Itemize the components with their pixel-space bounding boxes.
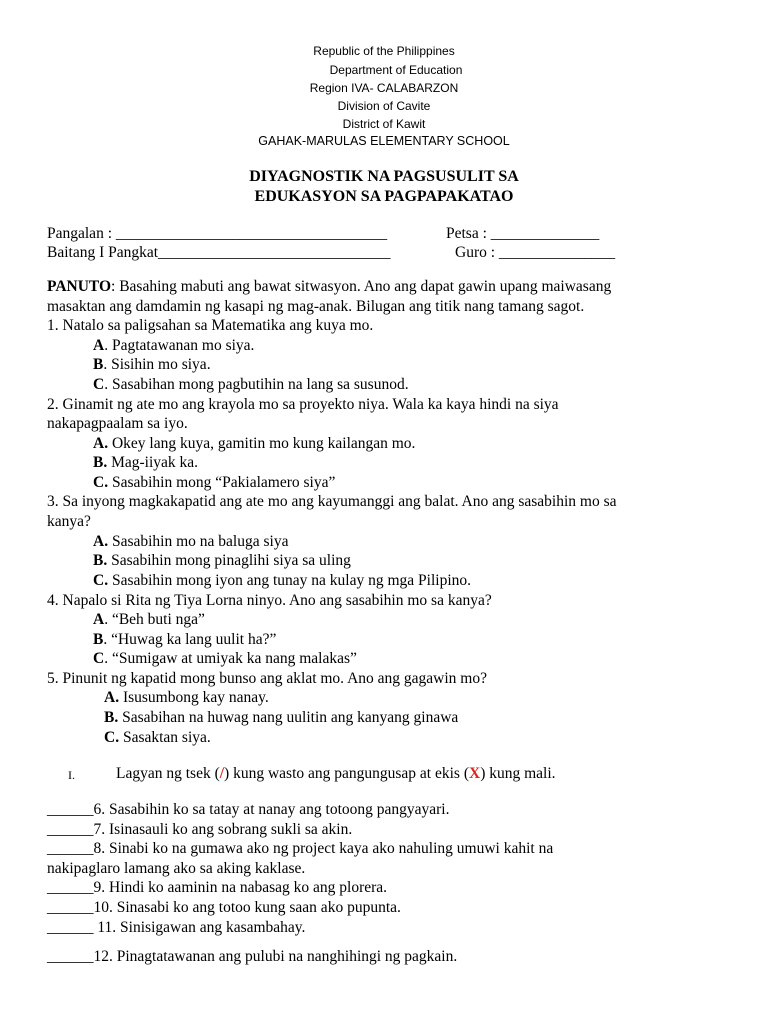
question-2-line2: nakapagpaalam sa iyo. (47, 415, 188, 432)
choice-3b: B. Sasabihin mong pinaglihi siya sa uling (93, 552, 351, 569)
choice-1c: C. Sasabihan mong pagbutihin na lang sa susunod. (93, 376, 409, 393)
header-line-district: District of Kawit (342, 117, 426, 131)
item-8-line1: ______8. Sinabi ko na gumawa ako ng project kaya ako nahuling umuwi kahit na (47, 840, 554, 857)
question-2-line1: 2. Ginamit ng ate mo ang krayola mo sa proyekto niya. Wala ka kaya hindi na siya (47, 396, 559, 413)
section-instruction: Lagyan ng tsek (/) kung wasto ang pangungusap at ekis (X) kung mali. (116, 765, 556, 782)
choice-2a: A. Okey lang kuya, gamitin mo kung kailangan mo. (93, 435, 416, 452)
exam-title-line2: EDUKASYON SA PAGPAPAKATAO (254, 188, 514, 205)
school-name: GAHAK-MARULAS ELEMENTARY SCHOOL (258, 134, 510, 148)
item-8-line2: nakipaglaro lamang ako sa aking kaklase. (47, 860, 306, 877)
directions-line1 (47, 277, 611, 297)
section-numeral: I. (68, 768, 75, 782)
item-7: ______7. Isinasauli ko ang sobrang sukli sa akin. (47, 821, 353, 838)
grade-section-field-label: Baitang I Pangkat______________________________ (47, 244, 391, 261)
choice-3a: A. Sasabihin mo na baluga siya (93, 533, 289, 550)
choice-2b: B. Mag-iiyak ka. (93, 454, 199, 471)
choice-1a: A. Pagtatawanan mo siya. (93, 337, 255, 354)
header-line-deped: Department of Education (329, 63, 463, 77)
question-3-line2: kanya? (47, 513, 91, 530)
date-field-label: Petsa : ______________ (446, 225, 600, 242)
choice-4c: C. “Sumigaw at umiyak ka nang malakas” (93, 650, 357, 667)
teacher-field-label: Guro : _______________ (455, 244, 616, 261)
choice-4b: B. “Huwag ka lang uulit ha?” (93, 631, 277, 648)
choice-5a: A. Isusumbong kay nanay. (104, 689, 269, 706)
question-3-line1: 3. Sa inyong magkakapatid ang ate mo ang kayumanggi ang balat. Ano ang sasabihin mo sa (47, 493, 617, 510)
choice-4a: A. “Beh buti nga” (93, 611, 205, 628)
question-4: 4. Napalo si Rita ng Tiya Lorna ninyo. Ano ang sasabihin mo sa kanya? (47, 592, 492, 609)
item-11: ______ 11. Sinisigawan ang kasambahay. (47, 919, 306, 936)
question-1: 1. Natalo sa paligsahan sa Matematika ang kuya mo. (47, 317, 374, 334)
question-5: 5. Pinunit ng kapatid mong bunso ang aklat mo. Ano ang gagawin mo? (47, 670, 487, 687)
directions-text: : Basahing mabuti ang bawat sitwasyon. Ano ang dapat gawin upang maiwasang (111, 278, 612, 295)
header-line-division: Division of Cavite (337, 99, 431, 113)
name-field-label: Pangalan : ___________________________________ (47, 225, 388, 242)
directions-label: PANUTO (47, 278, 112, 295)
header-line-republic: Republic of the Philippines (313, 44, 455, 58)
choice-2c: C. Sasabihin mong “Pakialamero siya” (93, 474, 336, 491)
exam-title-line1: DIYAGNOSTIK NA PAGSUSULIT SA (249, 168, 519, 185)
choice-1b: B. Sisihin mo siya. (93, 356, 211, 373)
x-mark-symbol: X (468, 765, 481, 782)
item-9: ______9. Hindi ko aaminin na nabasag ko ang plorera. (47, 879, 388, 896)
choice-5b: B. Sasabihan na huwag nang uulitin ang kanyang ginawa (104, 709, 459, 726)
choice-5c: C. Sasaktan siya. (104, 729, 211, 746)
check-mark-symbol: / (219, 765, 225, 782)
item-10: ______10. Sinasabi ko ang totoo kung saan ako pupunta. (47, 899, 401, 916)
directions-line2: masaktan ang damdamin ng kasapi ng mag-anak. Bilugan ang titik nang tamang sagot. (47, 298, 585, 315)
item-12: ______12. Pinagtatawanan ang pulubi na nanghihingi ng pagkain. (47, 948, 458, 965)
item-6: ______6. Sasabihin ko sa tatay at nanay ang totoong pangyayari. (47, 801, 450, 818)
choice-3c: C. Sasabihin mong iyon ang tunay na kulay ng mga Pilipino. (93, 572, 472, 589)
header-line-region: Region IVA- CALABARZON (309, 81, 459, 95)
